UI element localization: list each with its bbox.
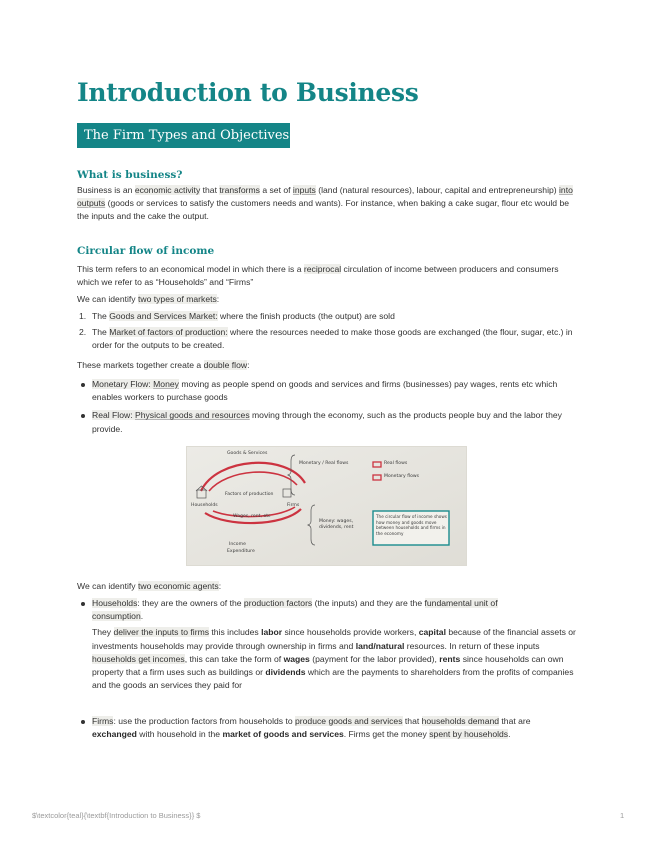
label-wages: Wages, rent, etc — [233, 514, 271, 519]
highlight: economic activity — [134, 185, 201, 195]
label-factors: Factors of production — [225, 492, 274, 497]
bold-text: capital — [418, 627, 446, 638]
text: circulation of income between producers and consumers which we refer to as “Households” and “Firms” — [77, 264, 559, 288]
text: (payment for the labor provided), — [309, 653, 440, 664]
highlight: households get incomes — [92, 653, 185, 664]
text: These markets together create a — [77, 360, 204, 370]
label-top-brace: Monetary / Real flows — [299, 461, 349, 466]
bold-text: dividends — [265, 667, 306, 678]
highlight: spent by households — [429, 729, 509, 740]
bold-text: wages — [283, 653, 310, 664]
text: The — [92, 311, 110, 321]
highlight: Real Flow: — [92, 410, 135, 421]
footer-label: $\textcolor{teal}{\textbf{Introduction to Business}} $ — [32, 811, 201, 820]
highlight: double flow — [203, 360, 248, 370]
list-item — [77, 715, 567, 741]
bullet-icon — [81, 414, 85, 418]
text: resources. In return of these inputs — [404, 640, 540, 651]
highlight: Market of factors of production: — [109, 327, 228, 338]
highlight: Households — [92, 598, 138, 608]
page-title: Introduction to Business — [77, 78, 419, 107]
bold-text: land/natural — [355, 640, 405, 651]
text: : use the production factors from households to — [113, 716, 296, 726]
heading-what-is-business: What is business? — [77, 169, 183, 181]
text: This term refers to an economical model in which there is a — [77, 264, 304, 274]
highlight: deliver the inputs to firms — [113, 627, 210, 638]
bullet-icon — [81, 602, 85, 606]
text: with household in the — [136, 729, 223, 740]
highlight: Firms — [92, 716, 114, 726]
agents-list-firms — [77, 715, 582, 744]
paragraph-agents-intro — [77, 580, 577, 593]
paragraph-circular-flow — [77, 263, 577, 289]
text: We can identify — [77, 581, 138, 591]
list-item — [77, 409, 582, 435]
legend-real: Real flows — [384, 461, 408, 466]
text: because of the financial assets or investments households may provide through ownership in firms and — [92, 627, 576, 651]
bold-text: market of goods and services — [222, 729, 344, 740]
list-item-detail — [77, 626, 577, 692]
paragraph-business-definition — [77, 184, 577, 224]
bold-text: labor — [261, 627, 283, 638]
text: that are — [499, 716, 531, 726]
label-expenditure: Expenditure — [227, 549, 255, 554]
highlight: into outputs — [77, 185, 573, 209]
label-firms: Firms — [287, 503, 300, 508]
text: We can identify — [77, 294, 138, 304]
text: since households can own property that a firm uses such as buildings or — [92, 653, 564, 678]
text: a set of — [259, 185, 293, 195]
highlight: fundamental unit of consumption — [92, 598, 498, 622]
highlight: inputs — [292, 185, 316, 195]
page-number: 1 — [620, 811, 625, 820]
highlight: households demand — [421, 716, 500, 726]
bullet-icon — [81, 720, 85, 724]
agents-list-households — [77, 597, 582, 695]
list-number: 2. — [79, 327, 87, 338]
text: since households provide workers, — [282, 627, 419, 638]
bold-text: rents — [439, 653, 461, 664]
text: (land (natural resources), labour, capital and entrepreneurship) — [315, 185, 560, 195]
list-number: 1. — [79, 311, 87, 321]
text: The — [92, 327, 110, 338]
highlight: transforms — [219, 185, 260, 195]
flows-list — [77, 378, 582, 439]
highlight: two economic agents — [137, 581, 219, 591]
text: Business is an — [77, 185, 135, 195]
note-text: The circular flow of income shows how money and goods move between households and firms in the economy — [376, 514, 447, 536]
paragraph-two-markets — [77, 293, 577, 306]
text: which are the payments to shareholders from the profits of companies and the goods an services they paid for — [92, 667, 574, 691]
text: this includes — [209, 627, 262, 638]
highlight: Physical goods and resources — [134, 410, 250, 421]
highlight: produce goods and services — [295, 716, 403, 726]
text: : — [216, 294, 220, 304]
text: (goods or services to satisfy the customers needs and wants). For instance, when baking a cake sugar, flour etc would be the inputs and the cake the output. — [77, 198, 570, 222]
text: : — [218, 581, 222, 591]
highlight: reciprocal — [303, 264, 342, 274]
text: , this can take the form of — [184, 653, 284, 664]
text: . — [140, 611, 144, 622]
text: that — [200, 185, 220, 195]
list-item — [77, 597, 537, 623]
text: . Firms get the money — [343, 729, 430, 740]
list-item — [77, 378, 582, 404]
text: that — [402, 716, 422, 726]
markets-list — [77, 310, 582, 356]
list-item — [77, 310, 582, 323]
text: (the inputs) and they are the — [312, 598, 425, 608]
text: moving through the economy, such as the products people buy and the labor they provide. — [92, 410, 562, 434]
highlight: Monetary Flow: — [92, 379, 154, 389]
circular-flow-diagram-photo — [186, 446, 467, 566]
label-income: Income — [229, 542, 246, 547]
list-item — [77, 326, 582, 352]
section-banner: The Firm Types and Objectives — [77, 123, 290, 148]
highlight: Money — [153, 379, 179, 389]
text: . — [508, 729, 511, 740]
highlight: two types of markets — [137, 294, 217, 304]
highlight: production factors — [243, 598, 313, 608]
bullet-icon — [81, 383, 85, 387]
label-households: Households — [191, 503, 218, 508]
text: where the finish products (the output) are sold — [217, 311, 395, 321]
label-goods-services: Goods & Services — [227, 451, 268, 456]
heading-circular-flow: Circular flow of income — [77, 245, 215, 257]
label-bottom-brace: Money: wages, dividends, rent — [319, 519, 354, 530]
text: : they are the owners of the — [137, 598, 244, 608]
text: where the resources needed to make those goods are exchanged (the flour, sugar, etc.) in order for the outputs to be created. — [92, 327, 573, 351]
legend-monetary: Monetary flows — [384, 474, 420, 479]
paragraph-double-flow — [77, 359, 577, 372]
bold-text: exchanged — [92, 729, 137, 740]
text: : — [247, 360, 250, 370]
text: They — [92, 627, 114, 638]
text: moving as people spend on goods and services and firms (businesses) pay wages, rents etc which enables workers to purchase goods — [92, 379, 558, 403]
highlight: Goods and Services Market: — [109, 311, 218, 321]
